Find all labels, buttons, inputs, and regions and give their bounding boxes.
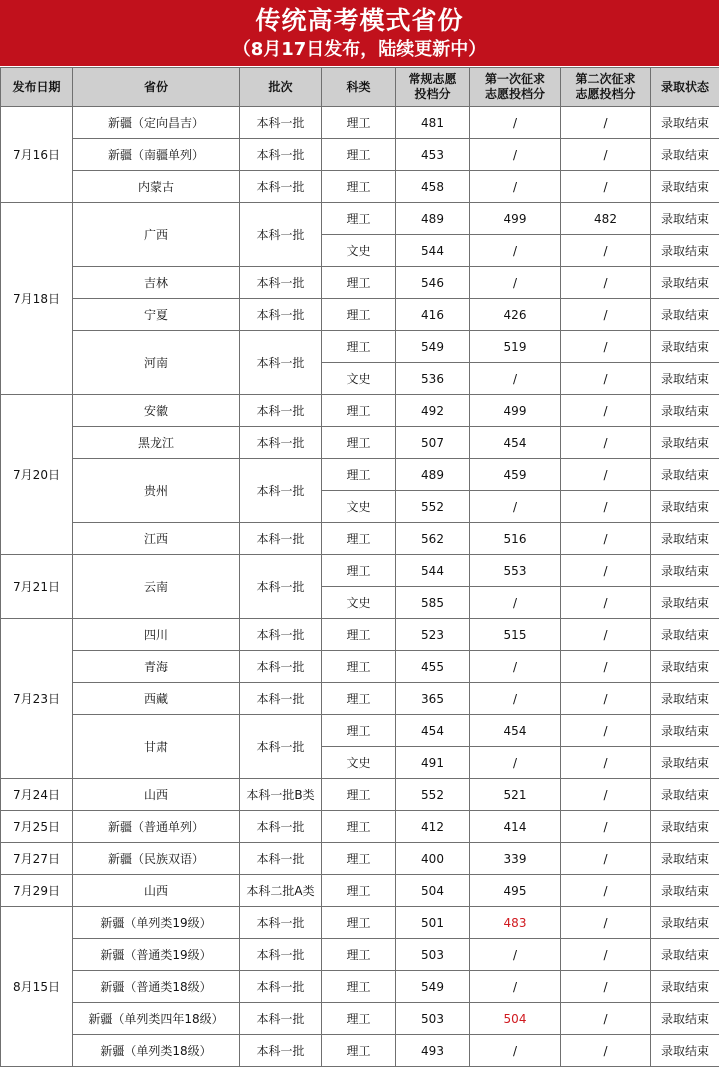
col-header-province: 省份: [73, 68, 240, 107]
first-call-score-cell: /: [470, 107, 561, 139]
province-cell: 新疆（普通单列）: [73, 811, 240, 843]
regular-score-cell: 544: [396, 555, 470, 587]
regular-score-cell: 453: [396, 139, 470, 171]
second-call-score-cell: 482: [561, 203, 651, 235]
province-cell: 青海: [73, 651, 240, 683]
status-cell: 录取结束: [651, 107, 719, 139]
second-call-score-cell: /: [561, 331, 651, 363]
table-row: [1, 907, 719, 939]
status-cell: 录取结束: [651, 299, 719, 331]
second-call-score-cell: /: [561, 427, 651, 459]
regular-score-cell: 544: [396, 235, 470, 267]
first-call-score-cell: /: [470, 171, 561, 203]
second-call-score-cell: /: [561, 619, 651, 651]
province-cell: 江西: [73, 523, 240, 555]
regular-score-cell: 585: [396, 587, 470, 619]
subject-cell: 理工: [322, 619, 396, 651]
second-call-score-cell: /: [561, 971, 651, 1003]
batch-cell: 本科一批: [240, 907, 322, 939]
regular-score-cell: 489: [396, 459, 470, 491]
batch-cell: 本科一批: [240, 171, 322, 203]
status-cell: 录取结束: [651, 587, 719, 619]
second-call-score-cell: /: [561, 779, 651, 811]
subject-cell: 理工: [322, 907, 396, 939]
first-call-score-cell: 516: [470, 523, 561, 555]
first-call-score-cell: /: [470, 747, 561, 779]
first-call-score-cell: /: [470, 683, 561, 715]
title-banner: [0, 0, 719, 66]
second-call-score-cell: /: [561, 843, 651, 875]
first-call-score-cell: 553: [470, 555, 561, 587]
subject-cell: 理工: [322, 779, 396, 811]
first-call-score-cell: /: [470, 139, 561, 171]
status-cell: 录取结束: [651, 619, 719, 651]
regular-score-cell: 454: [396, 715, 470, 747]
first-call-score-cell: /: [470, 1035, 561, 1067]
batch-cell: 本科一批: [240, 139, 322, 171]
province-cell: 山西: [73, 875, 240, 907]
date-cell: 8月15日: [1, 907, 73, 1067]
subject-cell: 文史: [322, 235, 396, 267]
regular-score-cell: 549: [396, 331, 470, 363]
second-call-score-cell: /: [561, 939, 651, 971]
first-call-score-cell: /: [470, 267, 561, 299]
regular-score-cell: 416: [396, 299, 470, 331]
subject-cell: 文史: [322, 491, 396, 523]
province-cell: 新疆（南疆单列）: [73, 139, 240, 171]
table-row: [1, 683, 719, 715]
status-cell: 录取结束: [651, 971, 719, 1003]
subject-cell: 理工: [322, 203, 396, 235]
table-row: [1, 523, 719, 555]
first-call-score-cell: /: [470, 651, 561, 683]
first-call-score-cell: 426: [470, 299, 561, 331]
table-row: [1, 139, 719, 171]
table-row: [1, 203, 719, 235]
regular-score-cell: 492: [396, 395, 470, 427]
status-cell: 录取结束: [651, 331, 719, 363]
regular-score-cell: 458: [396, 171, 470, 203]
second-call-score-cell: /: [561, 107, 651, 139]
table-row: [1, 267, 719, 299]
province-cell: 山西: [73, 779, 240, 811]
subject-cell: 理工: [322, 267, 396, 299]
status-cell: 录取结束: [651, 843, 719, 875]
status-cell: 录取结束: [651, 651, 719, 683]
second-call-score-cell: /: [561, 523, 651, 555]
table-row: [1, 843, 719, 875]
batch-cell: 本科一批: [240, 715, 322, 779]
second-call-score-cell: /: [561, 587, 651, 619]
status-cell: 录取结束: [651, 811, 719, 843]
province-cell: 四川: [73, 619, 240, 651]
subject-cell: 理工: [322, 299, 396, 331]
table-row: [1, 107, 719, 139]
first-call-score-cell: 495: [470, 875, 561, 907]
province-cell: 广西: [73, 203, 240, 267]
province-cell: 内蒙古: [73, 171, 240, 203]
regular-score-cell: 523: [396, 619, 470, 651]
regular-score-cell: 549: [396, 971, 470, 1003]
subject-cell: 理工: [322, 1035, 396, 1067]
first-call-score-cell: /: [470, 363, 561, 395]
subject-cell: 理工: [322, 811, 396, 843]
second-call-score-cell: /: [561, 1035, 651, 1067]
first-call-score-cell: /: [470, 939, 561, 971]
regular-score-cell: 493: [396, 1035, 470, 1067]
subject-cell: 理工: [322, 875, 396, 907]
regular-score-cell: 546: [396, 267, 470, 299]
status-cell: 录取结束: [651, 779, 719, 811]
province-cell: 贵州: [73, 459, 240, 523]
batch-cell: 本科一批: [240, 523, 322, 555]
date-cell: 7月23日: [1, 619, 73, 779]
first-call-score-cell: 504: [470, 1003, 561, 1035]
regular-score-cell: 552: [396, 491, 470, 523]
subject-cell: 理工: [322, 939, 396, 971]
status-cell: 录取结束: [651, 683, 719, 715]
table-row: [1, 427, 719, 459]
second-call-score-cell: /: [561, 555, 651, 587]
regular-score-cell: 552: [396, 779, 470, 811]
subject-cell: 文史: [322, 587, 396, 619]
regular-score-cell: 507: [396, 427, 470, 459]
subject-cell: 理工: [322, 139, 396, 171]
page-title: 传统高考模式省份: [0, 6, 719, 36]
province-cell: 新疆（单列类四年18级）: [73, 1003, 240, 1035]
status-cell: 录取结束: [651, 459, 719, 491]
second-call-score-cell: /: [561, 491, 651, 523]
page-subtitle: （8月17日发布，陆续更新中）: [0, 38, 719, 62]
status-cell: 录取结束: [651, 875, 719, 907]
first-call-score-cell: 414: [470, 811, 561, 843]
status-cell: 录取结束: [651, 363, 719, 395]
table-row: [1, 331, 719, 363]
regular-score-cell: 501: [396, 907, 470, 939]
table-row: [1, 779, 719, 811]
subject-cell: 文史: [322, 363, 396, 395]
second-call-score-cell: /: [561, 1003, 651, 1035]
regular-score-cell: 481: [396, 107, 470, 139]
second-call-score-cell: /: [561, 171, 651, 203]
subject-cell: 理工: [322, 555, 396, 587]
batch-cell: 本科一批: [240, 107, 322, 139]
date-cell: 7月27日: [1, 843, 73, 875]
status-cell: 录取结束: [651, 267, 719, 299]
province-cell: 河南: [73, 331, 240, 395]
first-call-score-cell: 454: [470, 427, 561, 459]
batch-cell: 本科一批: [240, 427, 322, 459]
batch-cell: 本科一批: [240, 971, 322, 1003]
second-call-score-cell: /: [561, 747, 651, 779]
table-row: [1, 555, 719, 587]
first-call-score-cell: /: [470, 587, 561, 619]
status-cell: 录取结束: [651, 747, 719, 779]
second-call-score-cell: /: [561, 683, 651, 715]
batch-cell: 本科一批: [240, 619, 322, 651]
batch-cell: 本科一批: [240, 395, 322, 427]
subject-cell: 理工: [322, 395, 396, 427]
second-call-score-cell: /: [561, 139, 651, 171]
status-cell: 录取结束: [651, 1035, 719, 1067]
subject-cell: 文史: [322, 747, 396, 779]
regular-score-cell: 504: [396, 875, 470, 907]
regular-score-cell: 491: [396, 747, 470, 779]
second-call-score-cell: /: [561, 907, 651, 939]
batch-cell: 本科一批: [240, 1035, 322, 1067]
second-call-score-cell: /: [561, 267, 651, 299]
province-cell: 吉林: [73, 267, 240, 299]
col-header-regular: 常规志愿 投档分: [396, 68, 470, 107]
subject-cell: 理工: [322, 1003, 396, 1035]
table-row: [1, 875, 719, 907]
table-row: [1, 651, 719, 683]
date-cell: 7月20日: [1, 395, 73, 555]
status-cell: 录取结束: [651, 171, 719, 203]
first-call-score-cell: /: [470, 235, 561, 267]
second-call-score-cell: /: [561, 715, 651, 747]
batch-cell: 本科一批: [240, 267, 322, 299]
batch-cell: 本科一批B类: [240, 779, 322, 811]
table-row: [1, 715, 719, 747]
col-header-status: 录取状态: [651, 68, 719, 107]
second-call-score-cell: /: [561, 395, 651, 427]
province-cell: 西藏: [73, 683, 240, 715]
status-cell: 录取结束: [651, 491, 719, 523]
first-call-score-cell: /: [470, 971, 561, 1003]
province-cell: 宁夏: [73, 299, 240, 331]
first-call-score-cell: 454: [470, 715, 561, 747]
table-row: [1, 1003, 719, 1035]
col-header-batch: 批次: [240, 68, 322, 107]
first-call-score-cell: 499: [470, 395, 561, 427]
status-cell: 录取结束: [651, 203, 719, 235]
regular-score-cell: 503: [396, 1003, 470, 1035]
subject-cell: 理工: [322, 523, 396, 555]
regular-score-cell: 489: [396, 203, 470, 235]
first-call-score-cell: 515: [470, 619, 561, 651]
col-header-date: 发布日期: [1, 68, 73, 107]
status-cell: 录取结束: [651, 1003, 719, 1035]
subject-cell: 理工: [322, 427, 396, 459]
first-call-score-cell: /: [470, 491, 561, 523]
province-cell: 甘肃: [73, 715, 240, 779]
province-cell: 新疆（单列类18级）: [73, 1035, 240, 1067]
subject-cell: 理工: [322, 171, 396, 203]
regular-score-cell: 400: [396, 843, 470, 875]
regular-score-cell: 365: [396, 683, 470, 715]
first-call-score-cell: 521: [470, 779, 561, 811]
status-cell: 录取结束: [651, 395, 719, 427]
first-call-score-cell: 339: [470, 843, 561, 875]
first-call-score-cell: 519: [470, 331, 561, 363]
regular-score-cell: 455: [396, 651, 470, 683]
batch-cell: 本科二批A类: [240, 875, 322, 907]
date-cell: 7月18日: [1, 203, 73, 395]
regular-score-cell: 536: [396, 363, 470, 395]
batch-cell: 本科一批: [240, 843, 322, 875]
table-row: [1, 395, 719, 427]
province-cell: 新疆（普通类18级）: [73, 971, 240, 1003]
regular-score-cell: 562: [396, 523, 470, 555]
first-call-score-cell: 483: [470, 907, 561, 939]
batch-cell: 本科一批: [240, 459, 322, 523]
province-cell: 新疆（单列类19级）: [73, 907, 240, 939]
table-row: [1, 939, 719, 971]
table-header-row: [1, 68, 719, 107]
province-cell: 安徽: [73, 395, 240, 427]
table-row: [1, 811, 719, 843]
subject-cell: 理工: [322, 683, 396, 715]
second-call-score-cell: /: [561, 651, 651, 683]
status-cell: 录取结束: [651, 523, 719, 555]
second-call-score-cell: /: [561, 459, 651, 491]
batch-cell: 本科一批: [240, 811, 322, 843]
status-cell: 录取结束: [651, 715, 719, 747]
subject-cell: 理工: [322, 715, 396, 747]
subject-cell: 理工: [322, 459, 396, 491]
date-cell: 7月24日: [1, 779, 73, 811]
batch-cell: 本科一批: [240, 683, 322, 715]
status-cell: 录取结束: [651, 427, 719, 459]
batch-cell: 本科一批: [240, 299, 322, 331]
table-row: [1, 971, 719, 1003]
second-call-score-cell: /: [561, 235, 651, 267]
batch-cell: 本科一批: [240, 939, 322, 971]
status-cell: 录取结束: [651, 235, 719, 267]
second-call-score-cell: /: [561, 363, 651, 395]
table-row: [1, 1035, 719, 1067]
table-row: [1, 619, 719, 651]
batch-cell: 本科一批: [240, 1003, 322, 1035]
subject-cell: 理工: [322, 843, 396, 875]
col-header-subject: 科类: [322, 68, 396, 107]
subject-cell: 理工: [322, 651, 396, 683]
second-call-score-cell: /: [561, 875, 651, 907]
subject-cell: 理工: [322, 971, 396, 1003]
status-cell: 录取结束: [651, 939, 719, 971]
first-call-score-cell: 459: [470, 459, 561, 491]
date-cell: 7月29日: [1, 875, 73, 907]
status-cell: 录取结束: [651, 139, 719, 171]
province-cell: 云南: [73, 555, 240, 619]
table-row: [1, 299, 719, 331]
table-row: [1, 459, 719, 491]
status-cell: 录取结束: [651, 907, 719, 939]
col-header-first-call: 第一次征求 志愿投档分: [470, 68, 561, 107]
subject-cell: 理工: [322, 331, 396, 363]
batch-cell: 本科一批: [240, 555, 322, 619]
date-cell: 7月16日: [1, 107, 73, 203]
table-row: [1, 171, 719, 203]
col-header-second-call: 第二次征求 志愿投档分: [561, 68, 651, 107]
first-call-score-cell: 499: [470, 203, 561, 235]
regular-score-cell: 412: [396, 811, 470, 843]
province-cell: 新疆（民族双语）: [73, 843, 240, 875]
second-call-score-cell: /: [561, 811, 651, 843]
second-call-score-cell: /: [561, 299, 651, 331]
batch-cell: 本科一批: [240, 203, 322, 267]
province-cell: 新疆（定向昌吉）: [73, 107, 240, 139]
province-cell: 新疆（普通类19级）: [73, 939, 240, 971]
regular-score-cell: 503: [396, 939, 470, 971]
subject-cell: 理工: [322, 107, 396, 139]
batch-cell: 本科一批: [240, 331, 322, 395]
date-cell: 7月25日: [1, 811, 73, 843]
province-cell: 黑龙江: [73, 427, 240, 459]
batch-cell: 本科一批: [240, 651, 322, 683]
score-table: [0, 67, 719, 1067]
status-cell: 录取结束: [651, 555, 719, 587]
date-cell: 7月21日: [1, 555, 73, 619]
